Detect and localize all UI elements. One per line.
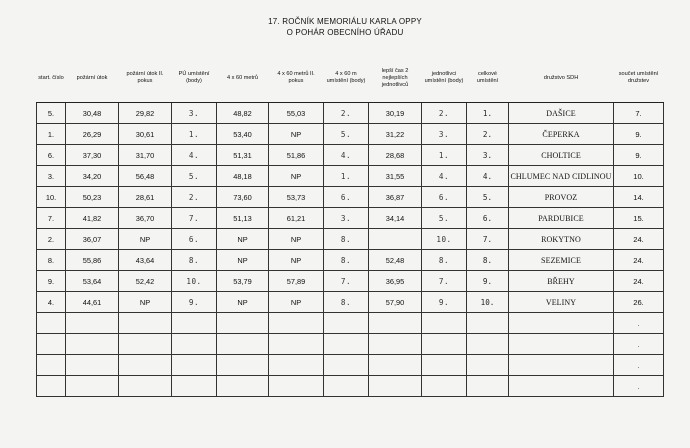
cell-pu-rank: 9. <box>172 292 217 313</box>
cell-pu-rank: 6. <box>172 229 217 250</box>
cell-relay-rank: 8. <box>324 292 369 313</box>
empty-cell <box>369 313 422 334</box>
empty-cell <box>37 355 66 376</box>
empty-cell <box>172 355 217 376</box>
cell-best-two: 30,19 <box>369 103 422 124</box>
cell-sum: 24. <box>614 250 664 271</box>
empty-sum-marker: . <box>614 376 664 397</box>
header-relay-1: 4 x 60 metrů <box>226 74 259 81</box>
cell-relay-rank: 3. <box>324 208 369 229</box>
cell-relay-2: 53,73 <box>269 187 324 208</box>
cell-sum: 24. <box>614 229 664 250</box>
cell-start: 4. <box>37 292 66 313</box>
cell-individual-rank: 3. <box>422 124 467 145</box>
cell-attack-1: 37,30 <box>66 145 119 166</box>
empty-cell <box>217 313 269 334</box>
empty-cell <box>467 334 509 355</box>
cell-relay-2: NP <box>269 229 324 250</box>
cell-individual-rank: 10. <box>422 229 467 250</box>
table-row <box>37 271 664 292</box>
cell-attack-1: 36,07 <box>66 229 119 250</box>
empty-cell <box>217 376 269 397</box>
empty-cell <box>467 376 509 397</box>
cell-overall-rank: 2. <box>467 124 509 145</box>
cell-sum: 26. <box>614 292 664 313</box>
cell-relay-1: 53,79 <box>217 271 269 292</box>
cell-relay-1: 51,13 <box>217 208 269 229</box>
results-body <box>37 103 664 397</box>
cell-overall-rank: 3. <box>467 145 509 166</box>
cell-start: 9. <box>37 271 66 292</box>
cell-attack-1: 34,20 <box>66 166 119 187</box>
empty-cell <box>422 355 467 376</box>
empty-cell <box>172 334 217 355</box>
cell-start: 10. <box>37 187 66 208</box>
cell-attack-2: 29,82 <box>119 103 172 124</box>
cell-team: ROKYTNO <box>509 229 614 250</box>
cell-start: 8. <box>37 250 66 271</box>
cell-relay-1: 73,60 <box>217 187 269 208</box>
cell-attack-2: 52,42 <box>119 271 172 292</box>
cell-overall-rank: 5. <box>467 187 509 208</box>
cell-team: DAŠICE <box>509 103 614 124</box>
cell-attack-2: 43,64 <box>119 250 172 271</box>
header-row <box>37 56 664 100</box>
cell-pu-rank: 4. <box>172 145 217 166</box>
cell-relay-rank: 8. <box>324 250 369 271</box>
cell-individual-rank: 4. <box>422 166 467 187</box>
cell-relay-rank: 5. <box>324 124 369 145</box>
cell-relay-2: 57,89 <box>269 271 324 292</box>
cell-best-two: 36,87 <box>369 187 422 208</box>
cell-sum: 10. <box>614 166 664 187</box>
empty-cell <box>422 376 467 397</box>
cell-individual-rank: 6. <box>422 187 467 208</box>
cell-attack-2: 56,48 <box>119 166 172 187</box>
cell-relay-1: NP <box>217 292 269 313</box>
cell-individual-rank: 7. <box>422 271 467 292</box>
cell-team: ČEPERKA <box>509 124 614 145</box>
cell-team: CHLUMEC NAD CIDLINOU <box>509 166 614 187</box>
empty-cell <box>119 334 172 355</box>
cell-relay-rank: 7. <box>324 271 369 292</box>
cell-sum: 24. <box>614 271 664 292</box>
cell-overall-rank: 9. <box>467 271 509 292</box>
cell-team: CHOLTICE <box>509 145 614 166</box>
table-row <box>37 250 664 271</box>
header-overall-rank: celkové umístění <box>476 71 499 84</box>
cell-start: 2. <box>37 229 66 250</box>
header-pu-rank: PÚ umístění (body) <box>178 71 210 84</box>
empty-cell <box>422 313 467 334</box>
empty-cell <box>509 355 614 376</box>
empty-cell <box>172 376 217 397</box>
cell-sum: 15. <box>614 208 664 229</box>
empty-sum-marker: . <box>614 334 664 355</box>
empty-row <box>37 334 664 355</box>
empty-cell <box>119 376 172 397</box>
empty-cell <box>369 355 422 376</box>
cell-sum: 9. <box>614 124 664 145</box>
cell-overall-rank: 1. <box>467 103 509 124</box>
cell-start: 3. <box>37 166 66 187</box>
empty-cell <box>172 313 217 334</box>
cell-start: 5. <box>37 103 66 124</box>
empty-cell <box>37 376 66 397</box>
cell-attack-1: 55,86 <box>66 250 119 271</box>
cell-sum: 9. <box>614 145 664 166</box>
cell-individual-rank: 2. <box>422 103 467 124</box>
results-table <box>36 56 664 397</box>
empty-cell <box>217 355 269 376</box>
cell-relay-2: NP <box>269 250 324 271</box>
table-row <box>37 145 664 166</box>
header-attack-2: požární útok II. pokus <box>126 71 164 84</box>
empty-cell <box>37 313 66 334</box>
empty-cell <box>467 313 509 334</box>
header-best-two: lepší čas 2 nejlepších jednotlivců <box>381 67 409 88</box>
header-attack-1: požární útok <box>76 74 108 81</box>
cell-sum: 7. <box>614 103 664 124</box>
cell-relay-rank: 1. <box>324 166 369 187</box>
table-row <box>37 187 664 208</box>
cell-relay-1: 48,18 <box>217 166 269 187</box>
cell-best-two: 36,95 <box>369 271 422 292</box>
empty-cell <box>66 355 119 376</box>
cell-relay-rank: 6. <box>324 187 369 208</box>
cell-start: 6. <box>37 145 66 166</box>
cell-best-two: 31,22 <box>369 124 422 145</box>
cell-attack-2: 31,70 <box>119 145 172 166</box>
cell-pu-rank: 7. <box>172 208 217 229</box>
empty-sum-marker: . <box>614 313 664 334</box>
header-team: družstvo SDH <box>543 74 579 81</box>
cell-pu-rank: 10. <box>172 271 217 292</box>
cell-best-two: 57,90 <box>369 292 422 313</box>
cell-sum: 14. <box>614 187 664 208</box>
cell-team: VELINY <box>509 292 614 313</box>
cell-attack-2: NP <box>119 229 172 250</box>
cell-best-two: 28,68 <box>369 145 422 166</box>
cell-attack-2: 36,70 <box>119 208 172 229</box>
cell-pu-rank: 1. <box>172 124 217 145</box>
cell-relay-2: NP <box>269 292 324 313</box>
cell-team: PROVOZ <box>509 187 614 208</box>
cell-team: PARDUBICE <box>509 208 614 229</box>
cell-best-two: 34,14 <box>369 208 422 229</box>
empty-cell <box>66 313 119 334</box>
header-individual-rank: jednotlivci umístění (body) <box>424 71 464 84</box>
header-start: start. číslo <box>38 74 64 81</box>
empty-row <box>37 376 664 397</box>
cell-relay-1: 48,82 <box>217 103 269 124</box>
table-row <box>37 208 664 229</box>
cell-individual-rank: 9. <box>422 292 467 313</box>
empty-cell <box>66 334 119 355</box>
cell-pu-rank: 5. <box>172 166 217 187</box>
cell-attack-1: 26,29 <box>66 124 119 145</box>
empty-cell <box>509 313 614 334</box>
empty-cell <box>119 313 172 334</box>
cell-individual-rank: 1. <box>422 145 467 166</box>
cell-relay-2: NP <box>269 166 324 187</box>
cell-overall-rank: 4. <box>467 166 509 187</box>
empty-cell <box>324 334 369 355</box>
empty-cell <box>217 334 269 355</box>
cell-individual-rank: 5. <box>422 208 467 229</box>
cell-best-two: 52,48 <box>369 250 422 271</box>
empty-cell <box>509 376 614 397</box>
empty-cell <box>269 376 324 397</box>
cell-relay-1: 53,40 <box>217 124 269 145</box>
cell-attack-1: 53,64 <box>66 271 119 292</box>
empty-cell <box>37 334 66 355</box>
cell-start: 7. <box>37 208 66 229</box>
empty-cell <box>119 355 172 376</box>
cell-attack-1: 44,61 <box>66 292 119 313</box>
empty-cell <box>269 355 324 376</box>
empty-sum-marker: . <box>614 355 664 376</box>
empty-row <box>37 355 664 376</box>
header-relay-2: 4 x 60 metrů II. pokus <box>277 71 315 84</box>
cell-relay-rank: 2. <box>324 103 369 124</box>
cell-relay-2: 61,21 <box>269 208 324 229</box>
empty-cell <box>324 355 369 376</box>
cell-attack-2: NP <box>119 292 172 313</box>
title-line-2: O POHÁR OBECNÍHO ÚŘADU <box>286 28 404 37</box>
empty-cell <box>422 334 467 355</box>
empty-cell <box>509 334 614 355</box>
cell-relay-2: 55,03 <box>269 103 324 124</box>
empty-row <box>37 313 664 334</box>
empty-cell <box>66 376 119 397</box>
cell-pu-rank: 3. <box>172 103 217 124</box>
cell-attack-2: 28,61 <box>119 187 172 208</box>
cell-overall-rank: 8. <box>467 250 509 271</box>
header-relay-rank: 4 x 60 m umístění (body) <box>326 71 366 84</box>
table-row <box>37 229 664 250</box>
cell-attack-1: 41,82 <box>66 208 119 229</box>
cell-attack-1: 50,23 <box>66 187 119 208</box>
empty-cell <box>369 334 422 355</box>
header-sum: součet umístění družstev <box>618 71 659 84</box>
document-title <box>0 16 690 38</box>
empty-cell <box>269 313 324 334</box>
table-row <box>37 124 664 145</box>
cell-relay-rank: 4. <box>324 145 369 166</box>
cell-relay-2: 51,86 <box>269 145 324 166</box>
cell-overall-rank: 6. <box>467 208 509 229</box>
cell-relay-1: NP <box>217 229 269 250</box>
cell-team: SEZEMICE <box>509 250 614 271</box>
cell-relay-rank: 8. <box>324 229 369 250</box>
empty-cell <box>324 376 369 397</box>
cell-individual-rank: 8. <box>422 250 467 271</box>
cell-best-two: 31,55 <box>369 166 422 187</box>
cell-overall-rank: 7. <box>467 229 509 250</box>
table-row <box>37 103 664 124</box>
cell-relay-1: NP <box>217 250 269 271</box>
title-line-1: 17. ROČNÍK MEMORIÁLU KARLA OPPY <box>268 17 422 26</box>
cell-best-two <box>369 229 422 250</box>
empty-cell <box>269 334 324 355</box>
cell-attack-1: 30,48 <box>66 103 119 124</box>
cell-attack-2: 30,61 <box>119 124 172 145</box>
table-row <box>37 292 664 313</box>
empty-cell <box>324 313 369 334</box>
cell-start: 1. <box>37 124 66 145</box>
cell-team: BŘEHY <box>509 271 614 292</box>
table-row <box>37 166 664 187</box>
cell-pu-rank: 8. <box>172 250 217 271</box>
empty-cell <box>467 355 509 376</box>
cell-relay-2: NP <box>269 124 324 145</box>
empty-cell <box>369 376 422 397</box>
cell-pu-rank: 2. <box>172 187 217 208</box>
cell-relay-1: 51,31 <box>217 145 269 166</box>
cell-overall-rank: 10. <box>467 292 509 313</box>
